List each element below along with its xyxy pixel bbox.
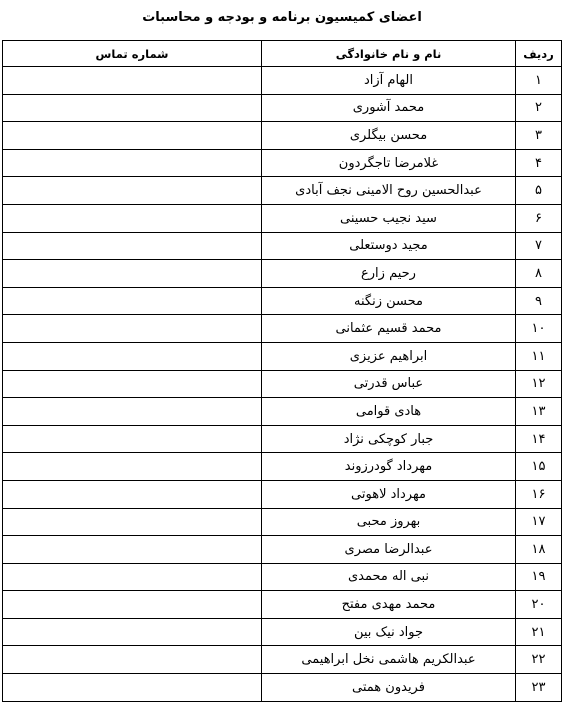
row-number-cell: ۱۲: [516, 370, 562, 398]
member-name-cell: مهرداد گودرزوند: [262, 453, 516, 481]
contact-number-cell: [3, 674, 262, 702]
member-name-cell: فریدون همتی: [262, 674, 516, 702]
contact-number-cell: [3, 563, 262, 591]
contact-number-cell: [3, 315, 262, 343]
contact-number-cell: [3, 425, 262, 453]
contact-number-cell: [3, 646, 262, 674]
table-row: [3, 94, 562, 122]
row-number-cell: ۱۱: [516, 342, 562, 370]
member-name-cell: هادی قوامی: [262, 398, 516, 426]
member-name-cell: مجید دوستعلی: [262, 232, 516, 260]
member-name-cell: سید نجیب حسینی: [262, 204, 516, 232]
header-row-number: ردیف: [516, 41, 562, 67]
member-name-cell: رحیم زارع: [262, 260, 516, 288]
header-full-name: نام و نام خانوادگی: [262, 41, 516, 67]
member-name-cell: ابراهیم عزیزی: [262, 342, 516, 370]
row-number-cell: ۱۷: [516, 508, 562, 536]
row-number-cell: ۲۲: [516, 646, 562, 674]
contact-number-cell: [3, 398, 262, 426]
row-number-cell: ۲۱: [516, 618, 562, 646]
contact-number-cell: [3, 591, 262, 619]
member-name-cell: غلامرضا تاجگردون: [262, 149, 516, 177]
table-row: [3, 618, 562, 646]
row-number-cell: ۱۴: [516, 425, 562, 453]
table-row: [3, 122, 562, 150]
contact-number-cell: [3, 453, 262, 481]
table-row: [3, 536, 562, 564]
row-number-cell: ۴: [516, 149, 562, 177]
contact-number-cell: [3, 618, 262, 646]
row-number-cell: ۱۰: [516, 315, 562, 343]
member-name-cell: محمد آشوری: [262, 94, 516, 122]
contact-number-cell: [3, 177, 262, 205]
member-name-cell: جواد نیک بین: [262, 618, 516, 646]
member-name-cell: محسن زنگنه: [262, 287, 516, 315]
table-row: [3, 67, 562, 95]
member-name-cell: جبار کوچکی نژاد: [262, 425, 516, 453]
contact-number-cell: [3, 480, 262, 508]
member-name-cell: محسن بیگلری: [262, 122, 516, 150]
contact-number-cell: [3, 287, 262, 315]
row-number-cell: ۳: [516, 122, 562, 150]
contact-number-cell: [3, 204, 262, 232]
row-number-cell: ۱۵: [516, 453, 562, 481]
row-number-cell: ۸: [516, 260, 562, 288]
table-body: [3, 67, 562, 702]
table-row: [3, 204, 562, 232]
table-row: [3, 425, 562, 453]
contact-number-cell: [3, 67, 262, 95]
table-row: [3, 315, 562, 343]
table-row: [3, 480, 562, 508]
member-name-cell: عبدالحسین روح الامینی نجف آبادی: [262, 177, 516, 205]
member-name-cell: عباس قدرتی: [262, 370, 516, 398]
member-name-cell: عبدالکریم هاشمی نخل ابراهیمی: [262, 646, 516, 674]
table-row: [3, 453, 562, 481]
members-table: [2, 40, 562, 702]
document-title: اعضای کمیسیون برنامه و بودجه و محاسبات: [142, 10, 422, 25]
table-row: [3, 370, 562, 398]
member-name-cell: مهرداد لاهوتی: [262, 480, 516, 508]
member-name-cell: الهام آزاد: [262, 67, 516, 95]
table-row: [3, 646, 562, 674]
table-row: [3, 508, 562, 536]
table-row: [3, 287, 562, 315]
row-number-cell: ۱۹: [516, 563, 562, 591]
contact-number-cell: [3, 149, 262, 177]
member-name-cell: محمد قسیم عثمانی: [262, 315, 516, 343]
table-row: [3, 342, 562, 370]
contact-number-cell: [3, 232, 262, 260]
contact-number-cell: [3, 536, 262, 564]
table-row: [3, 674, 562, 702]
row-number-cell: ۲۰: [516, 591, 562, 619]
row-number-cell: ۱۶: [516, 480, 562, 508]
contact-number-cell: [3, 370, 262, 398]
row-number-cell: ۲: [516, 94, 562, 122]
table-row: [3, 260, 562, 288]
member-name-cell: عبدالرضا مصری: [262, 536, 516, 564]
table-row: [3, 591, 562, 619]
row-number-cell: ۹: [516, 287, 562, 315]
table-row: [3, 232, 562, 260]
row-number-cell: ۱۸: [516, 536, 562, 564]
row-number-cell: ۱۳: [516, 398, 562, 426]
contact-number-cell: [3, 260, 262, 288]
table-row: [3, 398, 562, 426]
row-number-cell: ۵: [516, 177, 562, 205]
contact-number-cell: [3, 342, 262, 370]
table-header-row: [3, 41, 562, 67]
member-name-cell: نبی اله محمدی: [262, 563, 516, 591]
header-contact-number: شماره تماس: [3, 41, 262, 67]
table-row: [3, 149, 562, 177]
row-number-cell: ۲۳: [516, 674, 562, 702]
member-name-cell: بهروز محبی: [262, 508, 516, 536]
contact-number-cell: [3, 122, 262, 150]
contact-number-cell: [3, 94, 262, 122]
row-number-cell: ۶: [516, 204, 562, 232]
table-row: [3, 563, 562, 591]
member-name-cell: محمد مهدی مفتح: [262, 591, 516, 619]
row-number-cell: ۱: [516, 67, 562, 95]
row-number-cell: ۷: [516, 232, 562, 260]
contact-number-cell: [3, 508, 262, 536]
table-row: [3, 177, 562, 205]
